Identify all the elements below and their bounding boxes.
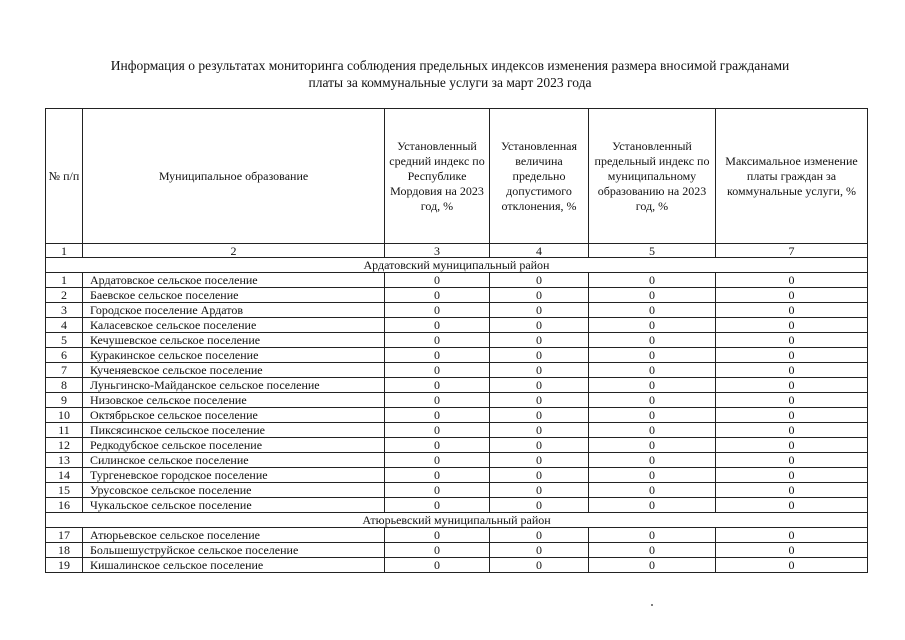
table-row	[46, 483, 868, 498]
table-row	[46, 348, 868, 363]
table-row	[46, 423, 868, 438]
allowed-deviation-value: 0	[490, 528, 589, 543]
limit-index-value: 0	[589, 318, 716, 333]
max-change-value: 0	[716, 453, 868, 468]
average-index-value: 0	[385, 393, 490, 408]
table-row	[46, 558, 868, 573]
row-number: 17	[46, 528, 83, 543]
municipality-name: Низовское сельское поселение	[83, 393, 385, 408]
municipality-name: Силинское сельское поселение	[83, 453, 385, 468]
max-change-value: 0	[716, 273, 868, 288]
row-number: 12	[46, 438, 83, 453]
allowed-deviation-value: 0	[490, 453, 589, 468]
table-row	[46, 378, 868, 393]
table-row	[46, 393, 868, 408]
row-number: 6	[46, 348, 83, 363]
municipality-name: Большешуструйское сельское поселение	[83, 543, 385, 558]
max-change-value: 0	[716, 378, 868, 393]
average-index-value: 0	[385, 543, 490, 558]
max-change-value: 0	[716, 288, 868, 303]
municipality-name: Тургеневское городское поселение	[83, 468, 385, 483]
column-number: 7	[716, 244, 868, 258]
row-number: 19	[46, 558, 83, 573]
max-change-value: 0	[716, 528, 868, 543]
header-allowed-deviation: Установленная величина предельно допустимого отклонения, %	[490, 109, 589, 244]
allowed-deviation-value: 0	[490, 318, 589, 333]
allowed-deviation-value: 0	[490, 288, 589, 303]
municipality-name: Кученяевское сельское поселение	[83, 363, 385, 378]
limit-index-value: 0	[589, 423, 716, 438]
table-row	[46, 273, 868, 288]
section-row	[46, 258, 868, 273]
average-index-value: 0	[385, 288, 490, 303]
max-change-value: 0	[716, 333, 868, 348]
average-index-value: 0	[385, 408, 490, 423]
average-index-value: 0	[385, 363, 490, 378]
section-row	[46, 513, 868, 528]
row-number: 11	[46, 423, 83, 438]
row-number: 5	[46, 333, 83, 348]
table-row	[46, 438, 868, 453]
allowed-deviation-value: 0	[490, 378, 589, 393]
table-row	[46, 543, 868, 558]
table-row	[46, 453, 868, 468]
section-title: Атюрьевский муниципальный район	[46, 513, 868, 528]
max-change-value: 0	[716, 408, 868, 423]
limit-index-value: 0	[589, 333, 716, 348]
column-number: 4	[490, 244, 589, 258]
municipality-name: Каласевское сельское поселение	[83, 318, 385, 333]
column-number: 1	[46, 244, 83, 258]
row-number: 9	[46, 393, 83, 408]
average-index-value: 0	[385, 273, 490, 288]
limit-index-value: 0	[589, 498, 716, 513]
row-number: 8	[46, 378, 83, 393]
table-row	[46, 498, 868, 513]
municipality-name: Урусовское сельское поселение	[83, 483, 385, 498]
average-index-value: 0	[385, 453, 490, 468]
column-number-row	[46, 244, 868, 258]
allowed-deviation-value: 0	[490, 303, 589, 318]
row-number: 16	[46, 498, 83, 513]
limit-index-value: 0	[589, 408, 716, 423]
max-change-value: 0	[716, 348, 868, 363]
allowed-deviation-value: 0	[490, 408, 589, 423]
section-title: Ардатовский муниципальный район	[46, 258, 868, 273]
average-index-value: 0	[385, 348, 490, 363]
municipality-name: Луньгинско-Майданское сельское поселение	[83, 378, 385, 393]
allowed-deviation-value: 0	[490, 543, 589, 558]
municipality-name: Ардатовское сельское поселение	[83, 273, 385, 288]
max-change-value: 0	[716, 318, 868, 333]
allowed-deviation-value: 0	[490, 423, 589, 438]
max-change-value: 0	[716, 543, 868, 558]
limit-index-value: 0	[589, 378, 716, 393]
title-line-2: платы за коммунальные услуги за март 2023 года	[308, 75, 592, 90]
column-number: 2	[83, 244, 385, 258]
municipality-name: Редкодубское сельское поселение	[83, 438, 385, 453]
table-row	[46, 468, 868, 483]
municipality-name: Октябрьское сельское поселение	[83, 408, 385, 423]
municipality-name: Баевское сельское поселение	[83, 288, 385, 303]
max-change-value: 0	[716, 363, 868, 378]
table-row	[46, 318, 868, 333]
allowed-deviation-value: 0	[490, 468, 589, 483]
limit-index-value: 0	[589, 303, 716, 318]
limit-index-value: 0	[589, 468, 716, 483]
allowed-deviation-value: 0	[490, 273, 589, 288]
row-number: 1	[46, 273, 83, 288]
limit-index-value: 0	[589, 543, 716, 558]
average-index-value: 0	[385, 468, 490, 483]
limit-index-value: 0	[589, 288, 716, 303]
municipality-name: Кишалинское сельское поселение	[83, 558, 385, 573]
row-number: 13	[46, 453, 83, 468]
average-index-value: 0	[385, 333, 490, 348]
municipality-name: Городское поселение Ардатов	[83, 303, 385, 318]
allowed-deviation-value: 0	[490, 363, 589, 378]
municipality-name: Кечушевское сельское поселение	[83, 333, 385, 348]
max-change-value: 0	[716, 483, 868, 498]
header-max-change: Максимальное изменение платы граждан за коммунальные услуги, %	[716, 109, 868, 244]
table-row	[46, 288, 868, 303]
max-change-value: 0	[716, 423, 868, 438]
average-index-value: 0	[385, 303, 490, 318]
table-row	[46, 363, 868, 378]
max-change-value: 0	[716, 468, 868, 483]
header-municipality: Муниципальное образование	[83, 109, 385, 244]
average-index-value: 0	[385, 498, 490, 513]
column-number: 5	[589, 244, 716, 258]
allowed-deviation-value: 0	[490, 558, 589, 573]
row-number: 4	[46, 318, 83, 333]
max-change-value: 0	[716, 498, 868, 513]
document-title	[60, 57, 840, 91]
table-row	[46, 528, 868, 543]
row-number: 18	[46, 543, 83, 558]
monitoring-table	[45, 108, 868, 573]
row-number: 7	[46, 363, 83, 378]
limit-index-value: 0	[589, 438, 716, 453]
limit-index-value: 0	[589, 273, 716, 288]
limit-index-value: 0	[589, 393, 716, 408]
row-number: 15	[46, 483, 83, 498]
allowed-deviation-value: 0	[490, 438, 589, 453]
max-change-value: 0	[716, 303, 868, 318]
allowed-deviation-value: 0	[490, 393, 589, 408]
limit-index-value: 0	[589, 558, 716, 573]
header-limit-index: Установленный предельный индекс по муниципальному образованию на 2023 год, %	[589, 109, 716, 244]
table-row	[46, 333, 868, 348]
table-header-row	[46, 109, 868, 244]
title-line-1: Информация о результатах мониторинга соблюдения предельных индексов изменения размера вносимой гражданами	[110, 58, 790, 73]
limit-index-value: 0	[589, 528, 716, 543]
max-change-value: 0	[716, 393, 868, 408]
row-number: 2	[46, 288, 83, 303]
average-index-value: 0	[385, 378, 490, 393]
max-change-value: 0	[716, 438, 868, 453]
average-index-value: 0	[385, 558, 490, 573]
average-index-value: 0	[385, 423, 490, 438]
average-index-value: 0	[385, 438, 490, 453]
row-number: 10	[46, 408, 83, 423]
row-number: 3	[46, 303, 83, 318]
limit-index-value: 0	[589, 363, 716, 378]
header-num: № п/п	[46, 109, 83, 244]
table-body	[46, 258, 868, 573]
municipality-name: Куракинское сельское поселение	[83, 348, 385, 363]
column-number: 3	[385, 244, 490, 258]
municipality-name: Пиксясинское сельское поселение	[83, 423, 385, 438]
average-index-value: 0	[385, 483, 490, 498]
limit-index-value: 0	[589, 483, 716, 498]
limit-index-value: 0	[589, 348, 716, 363]
table-row	[46, 408, 868, 423]
average-index-value: 0	[385, 318, 490, 333]
max-change-value: 0	[716, 558, 868, 573]
average-index-value: 0	[385, 528, 490, 543]
municipality-name: Атюрьевское сельское поселение	[83, 528, 385, 543]
allowed-deviation-value: 0	[490, 483, 589, 498]
allowed-deviation-value: 0	[490, 498, 589, 513]
header-average-index: Установленный средний индекс по Республике Мордовия на 2023 год, %	[385, 109, 490, 244]
row-number: 14	[46, 468, 83, 483]
limit-index-value: 0	[589, 453, 716, 468]
allowed-deviation-value: 0	[490, 348, 589, 363]
scan-speck	[651, 604, 653, 606]
table-row	[46, 303, 868, 318]
municipality-name: Чукальское сельское поселение	[83, 498, 385, 513]
allowed-deviation-value: 0	[490, 333, 589, 348]
